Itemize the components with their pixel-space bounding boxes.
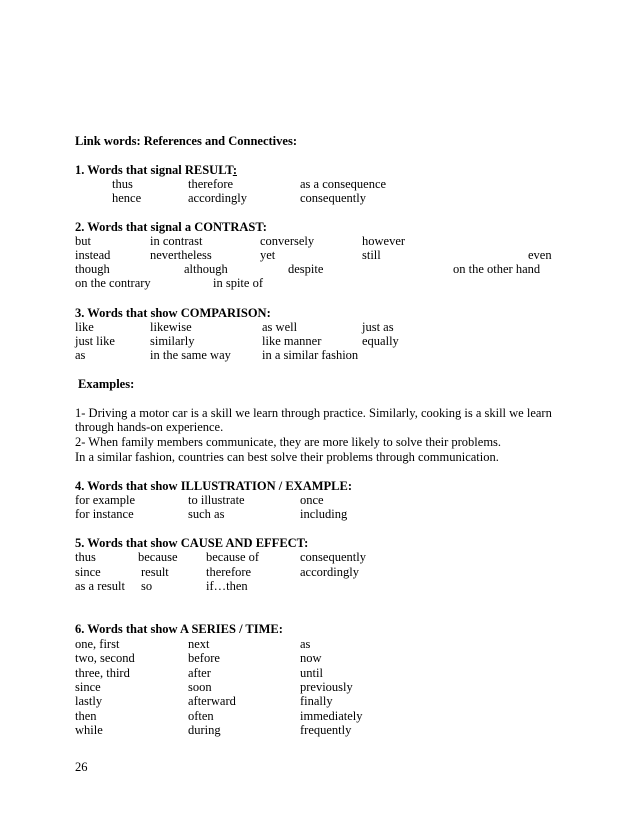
s6-word: until <box>300 666 323 680</box>
s6-word: three, third <box>75 666 130 680</box>
s5-word: accordingly <box>300 565 360 579</box>
s6-word: afterward <box>188 694 236 708</box>
example-line: 1- Driving a motor car is a skill we learn through practice. Similarly, cooking is a skill we learn <box>75 406 552 420</box>
s2-word: although <box>184 262 228 276</box>
s4-word: for instance <box>75 507 134 521</box>
s3-word: similarly <box>150 334 195 348</box>
s5-word: because of <box>206 550 260 564</box>
s1-word: thus <box>112 177 133 191</box>
s2-word: on the other hand <box>453 262 541 276</box>
s5-word: so <box>141 579 153 593</box>
s1-word: hence <box>112 191 142 205</box>
s5-word: thus <box>75 550 96 564</box>
section-1-heading-colon: : <box>232 163 237 177</box>
s3-word: in a similar fashion <box>262 348 359 362</box>
s1-word: accordingly <box>188 191 248 205</box>
example-line: 2- When family members communicate, they are more likely to solve their problems. <box>75 435 502 449</box>
s2-word: yet <box>260 248 276 262</box>
s3-word: in the same way <box>150 348 231 362</box>
s5-word: result <box>141 565 169 579</box>
s2-word: nevertheless <box>150 248 212 262</box>
s5-word: because <box>138 550 178 564</box>
s4-word: including <box>300 507 348 521</box>
s3-word: just like <box>75 334 115 348</box>
s6-word: after <box>188 666 211 680</box>
s2-word: though <box>75 262 110 276</box>
section-6-heading: 6. Words that show A SERIES / TIME: <box>75 622 283 636</box>
s5-word: therefore <box>206 565 252 579</box>
s2-word: but <box>75 234 91 248</box>
s6-word: since <box>75 680 101 694</box>
s4-word: for example <box>75 493 136 507</box>
s4-word: once <box>300 493 324 507</box>
s2-word: even <box>528 248 552 262</box>
s6-word: soon <box>188 680 212 694</box>
s6-word: immediately <box>300 709 363 723</box>
s5-word: if…then <box>206 579 248 593</box>
s3-word: as <box>75 348 86 362</box>
s6-word: finally <box>300 694 333 708</box>
s3-word: like <box>75 320 94 334</box>
s5-word: as a result <box>75 579 125 593</box>
s1-word: as a consequence <box>300 177 387 191</box>
s6-word: during <box>188 723 221 737</box>
section-1-heading-text: 1. Words that signal RESULT <box>75 163 233 177</box>
s3-word: likewise <box>150 320 192 334</box>
s6-word: as <box>300 637 311 651</box>
s1-word: consequently <box>300 191 366 205</box>
s2-word: on the contrary <box>75 276 151 290</box>
s4-word: such as <box>188 507 225 521</box>
section-3-heading: 3. Words that show COMPARISON: <box>75 306 271 320</box>
s6-word: then <box>75 709 97 723</box>
document-title: Link words: References and Connectives: <box>75 134 297 148</box>
page-number: 26 <box>75 760 88 774</box>
section-4-heading: 4. Words that show ILLUSTRATION / EXAMPLE: <box>75 479 353 493</box>
s3-word: like manner <box>262 334 322 348</box>
s1-word: therefore <box>188 177 234 191</box>
section-5-heading: 5. Words that show CAUSE AND EFFECT: <box>75 536 309 550</box>
example-line: through hands-on experience. <box>75 420 224 434</box>
s2-word: still <box>362 248 381 262</box>
s3-word: equally <box>362 334 399 348</box>
s6-word: two, second <box>75 651 135 665</box>
s2-word: in spite of <box>213 276 263 290</box>
s3-word: as well <box>262 320 298 334</box>
s3-word: just as <box>362 320 394 334</box>
section-1-heading <box>75 163 237 177</box>
section-2-heading: 2. Words that signal a CONTRAST: <box>75 220 267 234</box>
s2-word: despite <box>288 262 324 276</box>
example-line: In a similar fashion, countries can best solve their problems through communication. <box>75 450 499 464</box>
s6-word: next <box>188 637 210 651</box>
s2-word: conversely <box>260 234 315 248</box>
examples-heading: Examples: <box>78 377 135 391</box>
s6-word: before <box>188 651 220 665</box>
s6-word: often <box>188 709 214 723</box>
s2-word: in contrast <box>150 234 203 248</box>
s5-word: since <box>75 565 101 579</box>
s2-word: however <box>362 234 406 248</box>
s6-word: frequently <box>300 723 352 737</box>
s2-word: instead <box>75 248 111 262</box>
s6-word: while <box>75 723 103 737</box>
s6-word: one, first <box>75 637 120 651</box>
s6-word: lastly <box>75 694 103 708</box>
s6-word: now <box>300 651 322 665</box>
s5-word: consequently <box>300 550 366 564</box>
s6-word: previously <box>300 680 353 694</box>
s4-word: to illustrate <box>188 493 245 507</box>
